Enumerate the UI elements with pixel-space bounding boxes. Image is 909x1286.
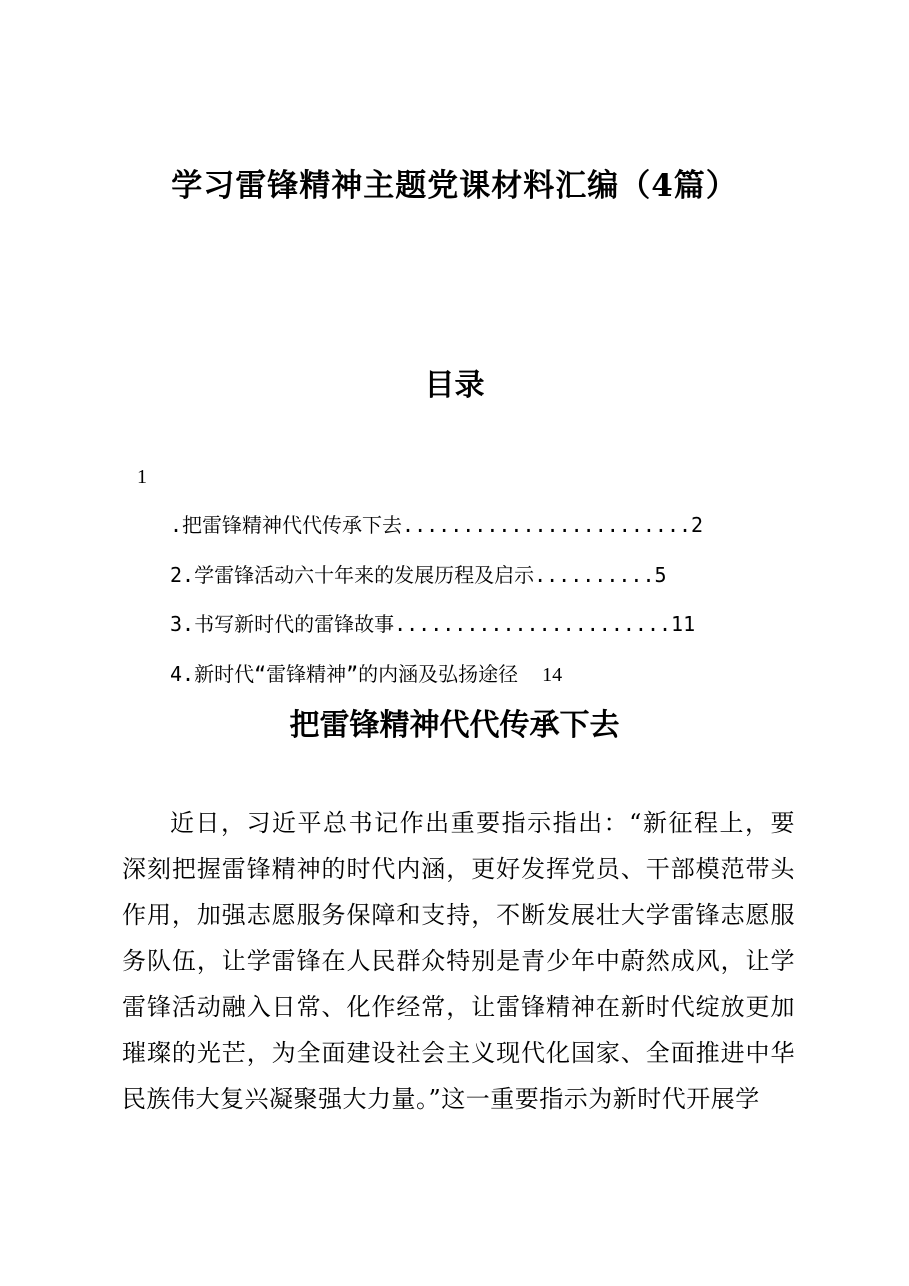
toc-item-text: .把雷锋精神代代传承下去........................2 bbox=[170, 513, 704, 537]
body-paragraph: 近日，习近平总书记作出重要指示指出：“新征程上，要深刻把握雷锋精神的时代内涵，更好发挥党员、干部模范带头作用，加强志愿服务保障和支持，不断发展壮大学雷锋志愿服务队伍，让学雷锋在人民群众特别是青少年中蔚然成风，让学雷锋活动融入日常、化作经常，让雷锋精神在新时代绽放更加璀璨的光芒，为全面建设社会主义现代化国家、全面推进中华民族伟大复兴凝聚强大力量。”这一重要指示为新时代开展学 bbox=[122, 809, 795, 1113]
toc-item-2[interactable] bbox=[170, 557, 770, 607]
toc-item-text: 4.新时代“雷锋精神”的内涵及弘扬途径 bbox=[170, 661, 519, 686]
toc-item-1[interactable] bbox=[170, 507, 770, 557]
toc-first-number: 1 bbox=[137, 466, 147, 488]
toc-heading: 目录 bbox=[424, 368, 485, 403]
toc-item-page: 14 bbox=[542, 663, 563, 686]
document-title: 学习雷锋精神主题党课材料汇编（4篇） bbox=[171, 168, 738, 204]
toc-item-4[interactable] bbox=[170, 656, 770, 706]
section-title: 把雷锋精神代代传承下去 bbox=[289, 708, 620, 743]
toc-item-text: 2.学雷锋活动六十年来的发展历程及启示..........5 bbox=[170, 562, 667, 587]
toc-item-text: 3.书写新时代的雷锋故事.......................11 bbox=[170, 612, 696, 636]
toc-item-3[interactable] bbox=[170, 606, 770, 656]
table-of-contents bbox=[170, 507, 770, 705]
